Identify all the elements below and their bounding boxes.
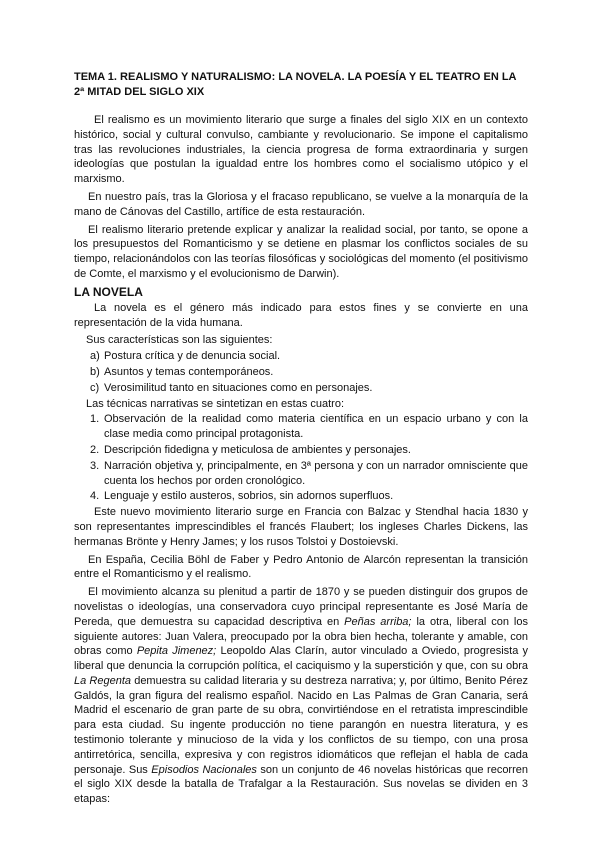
- list-item: [74, 443, 528, 458]
- list-item: [74, 489, 528, 504]
- list-item-text: Asuntos y temas contemporáneos.: [104, 365, 274, 378]
- characteristics-intro: Sus características son las siguientes:: [86, 334, 273, 347]
- list-marker: 1.: [90, 413, 100, 426]
- paragraph-novela-genero: La novela es el género más indicado para estos fines y se convierte en una representación de la vida humana.: [74, 301, 528, 329]
- list-item: [74, 381, 528, 396]
- section-heading-novela: LA NOVELA: [74, 284, 143, 299]
- list-item-text: Postura crítica y de denuncia social.: [104, 350, 281, 363]
- list-item: [74, 349, 528, 364]
- list-item-text: Descripción fidedigna y meticulosa de ambientes y personajes.: [104, 443, 411, 456]
- list-marker: 3.: [90, 459, 100, 472]
- list-item: [74, 365, 528, 380]
- paragraph-plenitud: [74, 585, 528, 807]
- paragraph-restauracion: En nuestro país, tras la Gloriosa y el fracaso republicano, se vuelve a la monarquía de la mano de Cánovas del Castillo, artífice de esta restauración.: [74, 190, 528, 218]
- techniques-intro: Las técnicas narrativas se sintetizan en estas cuatro:: [86, 397, 345, 410]
- list-marker: 4.: [90, 490, 100, 503]
- work-title-pepita-jimenez: Pepita Jimenez;: [136, 645, 217, 658]
- paragraph-realismo-literario: El realismo literario pretende explicar y analizar la realidad social, por tanto, se opone a los presupuestos del Romanticismo y se detiene en plasmar los conflictos sociales de su tiempo, relacionándolos con las teorías filosóficas y sociológicas del momento (el positivismo de Comte, el marxismo y el evolucionismo de Darwin).: [74, 223, 528, 280]
- techniques-list: [74, 412, 528, 504]
- text-run: El movimiento alcanza su plenitud a partir de 1870 y se pueden distinguir dos grupos de novelistas o ideologías, una conservadora cuyo principal representante es José María de Pereda, que demuestra su capacidad descriptiva en: [74, 586, 528, 628]
- text-run: la otra, liberal con los siguiente autores: Juan Valera, preocupado por la obra bien hecha, tolerante y amable, con obras como: [74, 615, 528, 658]
- work-title-la-regenta: La Regenta: [74, 674, 132, 687]
- document-title: TEMA 1. REALISMO Y NATURALISMO: LA NOVELA. LA POESÍA Y EL TEATRO EN LA 2ª MITAD DEL SIGLO XIX: [74, 71, 517, 98]
- work-title-penas-arriba: Peñas arriba;: [344, 615, 412, 628]
- list-marker: c): [90, 381, 100, 394]
- list-item-text: Verosimilitud tanto en situaciones como en personajes.: [104, 381, 373, 394]
- list-item-text: Observación de la realidad como materia científica en un espacio urbano y con la clase media como principal protagonista.: [104, 413, 528, 441]
- list-item: [74, 412, 528, 442]
- work-title-episodios-nacionales: Episodios Nacionales: [151, 763, 257, 776]
- text-run: Leopoldo Alas Clarín, autor vinculado a Oviedo, progresista y liberal que denuncia la corrupción política, el caciquismo y la superstición y que, con su obra: [74, 645, 529, 673]
- list-marker: b): [90, 365, 100, 378]
- paragraph-transicion-espana: En España, Cecilia Böhl de Faber y Pedro Antonio de Alarcón representan la transición entre el Romanticismo y el realismo.: [74, 553, 528, 581]
- list-marker: a): [90, 350, 100, 363]
- text-run: demuestra su calidad literaria y su destreza narrativa; y, por último, Benito Pérez Galdós, la gran figura del realismo español. Nacido en Las Palmas de Gran Canaria, será Madrid el escenario de gran parte de su obra, convirtiéndose en el retratista imprescindible para esta ciudad. Su ingente producción no tiene parangón en nuestra literatura, y es testimonio tolerante y minucioso de la vida y los conflictos de su tiempo, con una prosa antirretórica, sencilla, expresiva y con registros idiomáticos que reflejan el habla de cada personaje. Sus: [74, 674, 528, 776]
- paragraph-origen-francia: Este nuevo movimiento literario surge en Francia con Balzac y Stendhal hacia 1830 y son representantes imprescindibles el francés Flaubert; los ingleses Charles Dickens, las hermanas Brönte y Henry James; y los rusos Tolstoi y Dostoievski.: [74, 506, 528, 548]
- text-run: son un conjunto de 46 novelas históricas que recorren el siglo XIX desde la batalla de Trafalgar a la Restauración. Sus novelas se dividen en 3 etapas:: [74, 763, 528, 806]
- list-item-text: Narración objetiva y, principalmente, en 3ª persona y con un narrador omnisciente que cuenta los hechos por orden cronológico.: [104, 459, 528, 487]
- characteristics-list: [74, 349, 528, 395]
- list-item-text: Lenguaje y estilo austeros, sobrios, sin adornos superfluos.: [104, 490, 394, 503]
- paragraph-intro: El realismo es un movimiento literario que surge a finales del siglo XIX en un contexto histórico, social y cultural convulso, cambiante y revolucionario. Se impone el capitalismo tras las revoluciones industriales, la ciencia progresa de forma extraordinaria y surgen ideologías que postulan la igualdad entre los hombres como el socialismo utópico y el marxismo.: [74, 114, 528, 186]
- list-marker: 2.: [90, 443, 100, 456]
- list-item: [74, 459, 528, 489]
